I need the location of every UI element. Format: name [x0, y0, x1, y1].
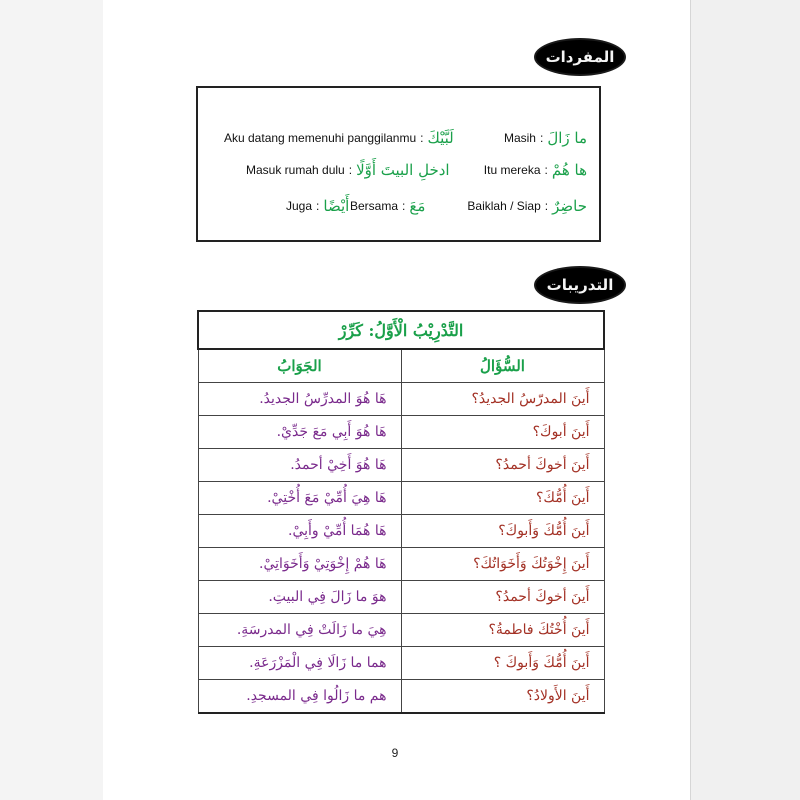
- vocab-arabic: مَعَ: [409, 197, 426, 215]
- exercises-heading: التدريبات: [546, 276, 614, 294]
- vocab-latin: Aku datang memenuhi panggilanmu: [224, 131, 417, 145]
- answer-cell: هم ما زَالُوا فِي المسجدِ.: [198, 680, 401, 714]
- answer-cell: هَا هُوَ أَبِي مَعَ جَدِّيْ.: [198, 416, 401, 449]
- vocab-latin: Itu mereka: [483, 163, 541, 177]
- answer-cell: هوَ ما زَالَ فِي البيتِ.: [198, 581, 401, 614]
- vocab-arabic: ادخلِ البيتَ أَوَّلًا: [356, 161, 450, 179]
- column-header-question: السُّؤَالُ: [401, 349, 604, 383]
- answer-cell: هَا هِيَ أُمِّيْ مَعَ أُخْتِيْ.: [198, 482, 401, 515]
- vocab-latin: Masih: [503, 131, 536, 145]
- table-row: [198, 482, 604, 515]
- vocab-latin: Bersama: [350, 199, 399, 213]
- column-header-answer: الجَوَابُ: [198, 349, 401, 383]
- question-cell: أَينَ أخوكَ أحمدُ؟: [401, 581, 604, 614]
- colon: :: [544, 199, 549, 213]
- vocab-row-2: [198, 158, 599, 182]
- question-cell: أَينَ أُمُّكَ وَأَبوكَ ؟: [401, 647, 604, 680]
- question-cell: أَينَ أخوكَ أحمدُ؟: [401, 449, 604, 482]
- vocab-item: [504, 129, 587, 147]
- page-number: 9: [391, 746, 399, 760]
- colon: :: [539, 131, 544, 145]
- vocab-arabic: لَبَّيْكَ: [427, 129, 454, 147]
- exercise-title: التَّدْرِيْبُ الْأَوَّلُ: كَرِّرْ: [198, 311, 604, 349]
- vocab-latin: Juga: [286, 199, 313, 213]
- vocab-arabic: ما زَالَ: [547, 129, 587, 147]
- vocab-item: [224, 129, 454, 147]
- background-margin: [691, 0, 800, 800]
- answer-cell: هِيَ ما زَالَتْ فِي المدرسَةِ.: [198, 614, 401, 647]
- vocab-arabic: حاضِرٌ: [552, 197, 587, 215]
- vocab-arabic: ها هُمْ: [551, 161, 587, 179]
- question-cell: أَينَ الأَولادُ؟: [401, 680, 604, 714]
- answer-cell: هَا هُمْ إِخْوَتِيْ وَأَخَوَاتِيْ.: [198, 548, 401, 581]
- exercise-table: [197, 310, 605, 714]
- vocab-item: [246, 161, 450, 179]
- colon: :: [420, 131, 424, 145]
- vocab-item: [467, 197, 587, 215]
- answer-cell: هَا هُوَ المدرِّسُ الجديدُ.: [198, 383, 401, 416]
- vocab-arabic: أَيْضًا: [323, 197, 350, 215]
- colon: :: [348, 163, 353, 177]
- table-row: [198, 680, 604, 714]
- answer-cell: هما ما زَالَا فِي الْمَزْرَعَةِ.: [198, 647, 401, 680]
- vocab-item: [484, 161, 587, 179]
- vocab-heading-badge: [536, 40, 624, 74]
- question-cell: أَينَ أُخْتُكَ فاطمةُ؟: [401, 614, 604, 647]
- vocab-latin: Masuk rumah dulu: [246, 163, 345, 177]
- vocab-item: [286, 197, 349, 215]
- vocab-row-1: [198, 126, 599, 150]
- answer-cell: هَا هُمَا أُمِّيْ وأَبِيْ.: [198, 515, 401, 548]
- table-row: [198, 449, 604, 482]
- question-cell: أَينَ إِخْوَتُكَ وَأَخَوَاتُكَ؟: [401, 548, 604, 581]
- colon: :: [316, 199, 320, 213]
- table-row: [198, 548, 604, 581]
- vocab-box: [196, 86, 601, 242]
- colon: :: [544, 163, 548, 177]
- vocab-heading: المفردات: [545, 48, 615, 66]
- table-row: [198, 383, 604, 416]
- table-row: [198, 581, 604, 614]
- answer-cell: هَا هُوَ أَخِيْ أحمدُ.: [198, 449, 401, 482]
- vocab-item: [350, 197, 425, 215]
- vocab-row-3: [198, 194, 599, 218]
- question-cell: أَينَ أُمُّكَ؟: [401, 482, 604, 515]
- table-row: [198, 614, 604, 647]
- vocab-latin: Baiklah / Siap: [467, 199, 541, 213]
- question-cell: أَينَ المدرّسُ الجديدُ؟: [401, 383, 604, 416]
- question-cell: أَينَ أبوكَ؟: [401, 416, 604, 449]
- exercises-heading-badge: [536, 268, 624, 302]
- colon: :: [402, 199, 406, 213]
- table-row: [198, 416, 604, 449]
- question-cell: أَينَ أُمُّكَ وَأَبوكَ؟: [401, 515, 604, 548]
- table-row: [198, 515, 604, 548]
- table-row: [198, 647, 604, 680]
